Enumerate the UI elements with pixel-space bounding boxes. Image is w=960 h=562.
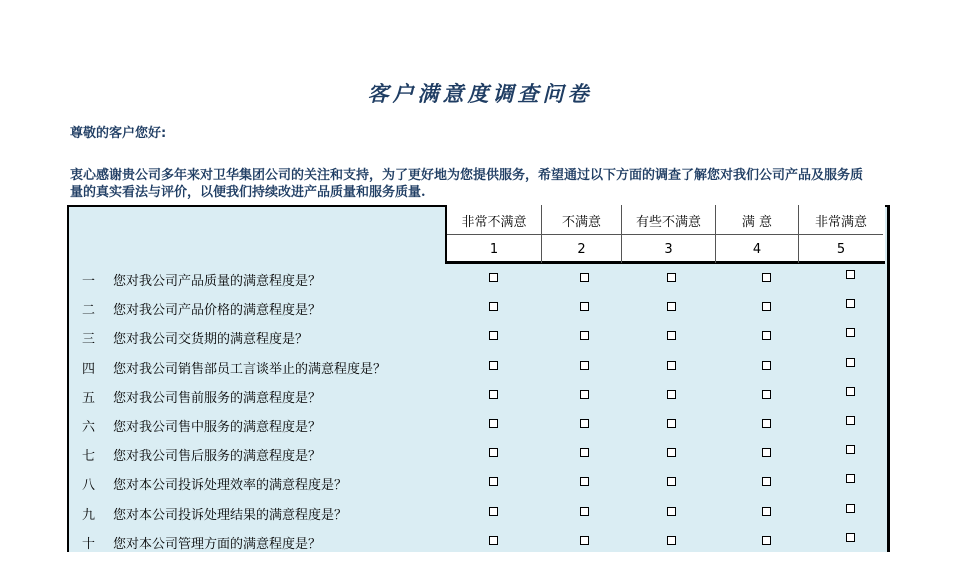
question-text: 您对本公司投诉处理结果的满意程度是？ bbox=[113, 507, 348, 523]
rating-checkbox-2[interactable] bbox=[580, 361, 589, 370]
rating-checkbox-1[interactable] bbox=[489, 507, 498, 516]
question-text: 您对我公司交货期的满意程度是？ bbox=[113, 332, 309, 348]
rating-checkbox-3[interactable] bbox=[667, 361, 676, 370]
rating-checkbox-3[interactable] bbox=[667, 390, 676, 399]
rating-checkbox-1[interactable] bbox=[489, 419, 498, 428]
scale-label-1: 非常不满意 bbox=[461, 215, 527, 230]
scale-value-2: 2 bbox=[577, 242, 586, 257]
question-number: 六 bbox=[82, 420, 96, 435]
rating-checkbox-1[interactable] bbox=[489, 390, 498, 399]
scale-label-2: 不满意 bbox=[561, 215, 601, 230]
question-text: 您对本公司管理方面的满意程度是？ bbox=[113, 536, 322, 552]
rating-checkbox-2[interactable] bbox=[580, 273, 589, 282]
rating-checkbox-2[interactable] bbox=[580, 302, 589, 311]
rating-checkbox-2[interactable] bbox=[580, 536, 589, 545]
question-row bbox=[0, 416, 960, 445]
question-text: 您对我公司售前服务的满意程度是？ bbox=[113, 390, 322, 406]
scale-label-3: 有些不满意 bbox=[635, 215, 701, 230]
scale-label-5: 非常满意 bbox=[814, 215, 867, 230]
rating-checkbox-5[interactable] bbox=[846, 387, 855, 396]
rating-checkbox-5[interactable] bbox=[846, 445, 855, 454]
question-number: 三 bbox=[82, 332, 96, 348]
question-row bbox=[0, 328, 960, 357]
scale-value-3: 3 bbox=[664, 242, 673, 257]
rating-checkbox-4[interactable] bbox=[762, 536, 771, 545]
question-text: 您对我公司售中服务的满意程度是？ bbox=[113, 420, 322, 435]
rating-checkbox-3[interactable] bbox=[667, 507, 676, 516]
rating-checkbox-4[interactable] bbox=[762, 361, 771, 370]
question-number: 四 bbox=[82, 361, 96, 377]
question-row bbox=[0, 270, 960, 299]
rating-checkbox-1[interactable] bbox=[489, 536, 498, 545]
question-text: 您对我公司产品质量的满意程度是？ bbox=[113, 274, 322, 289]
header-divider bbox=[447, 234, 883, 235]
rating-checkbox-5[interactable] bbox=[846, 474, 855, 483]
question-number: 九 bbox=[82, 507, 96, 523]
question-number: 七 bbox=[82, 449, 96, 465]
rating-checkbox-2[interactable] bbox=[580, 507, 589, 516]
rating-checkbox-3[interactable] bbox=[667, 331, 676, 340]
rating-checkbox-3[interactable] bbox=[667, 477, 676, 486]
rating-checkbox-1[interactable] bbox=[489, 302, 498, 311]
question-number: 一 bbox=[82, 274, 96, 289]
rating-checkbox-3[interactable] bbox=[667, 419, 676, 428]
rating-checkbox-5[interactable] bbox=[846, 358, 855, 367]
question-row bbox=[0, 358, 960, 387]
rating-checkbox-2[interactable] bbox=[580, 477, 589, 486]
rating-checkbox-3[interactable] bbox=[667, 448, 676, 457]
question-row bbox=[0, 504, 960, 533]
rating-checkbox-1[interactable] bbox=[489, 361, 498, 370]
rating-checkbox-3[interactable] bbox=[667, 273, 676, 282]
rating-checkbox-4[interactable] bbox=[762, 448, 771, 457]
rating-checkbox-4[interactable] bbox=[762, 390, 771, 399]
question-text: 您对本公司投诉处理效率的满意程度是？ bbox=[113, 478, 348, 494]
scale-label-4: 满 意 bbox=[741, 215, 773, 230]
question-number: 十 bbox=[82, 536, 96, 552]
survey-title: 客户满意度调查问卷 bbox=[367, 81, 593, 106]
rating-checkbox-4[interactable] bbox=[762, 302, 771, 311]
question-text: 您对我公司产品价格的满意程度是？ bbox=[113, 303, 322, 319]
rating-checkbox-4[interactable] bbox=[762, 331, 771, 340]
salutation: 尊敬的客户您好: bbox=[70, 126, 167, 141]
rating-checkbox-5[interactable] bbox=[846, 416, 855, 425]
question-text: 您对我公司售后服务的满意程度是？ bbox=[113, 449, 322, 465]
scale-value-1: 1 bbox=[489, 242, 499, 257]
rating-checkbox-1[interactable] bbox=[489, 477, 498, 486]
rating-checkbox-3[interactable] bbox=[667, 302, 676, 311]
question-row bbox=[0, 387, 960, 416]
scale-value-4: 4 bbox=[752, 242, 762, 257]
question-text: 您对我公司销售部员工言谈举止的满意程度是？ bbox=[113, 361, 387, 377]
rating-checkbox-5[interactable] bbox=[846, 299, 855, 308]
rating-checkbox-1[interactable] bbox=[489, 448, 498, 457]
rating-checkbox-4[interactable] bbox=[762, 507, 771, 516]
question-row bbox=[0, 445, 960, 474]
scale-value-5: 5 bbox=[836, 242, 846, 257]
rating-checkbox-5[interactable] bbox=[846, 328, 855, 337]
rating-checkbox-1[interactable] bbox=[489, 273, 498, 282]
question-row bbox=[0, 533, 960, 562]
rating-checkbox-3[interactable] bbox=[667, 536, 676, 545]
rating-checkbox-2[interactable] bbox=[580, 331, 589, 340]
rating-checkbox-2[interactable] bbox=[580, 419, 589, 428]
question-row bbox=[0, 474, 960, 503]
rating-checkbox-4[interactable] bbox=[762, 477, 771, 486]
rating-checkbox-5[interactable] bbox=[846, 504, 855, 513]
rating-checkbox-2[interactable] bbox=[580, 390, 589, 399]
rating-checkbox-5[interactable] bbox=[846, 533, 855, 542]
rating-checkbox-1[interactable] bbox=[489, 331, 498, 340]
question-number: 二 bbox=[82, 303, 96, 319]
rating-checkbox-5[interactable] bbox=[846, 270, 855, 279]
rating-checkbox-4[interactable] bbox=[762, 273, 771, 282]
rating-checkbox-2[interactable] bbox=[580, 448, 589, 457]
intro-paragraph: 衷心感谢贵公司多年来对卫华集团公司的关注和支持，为了更好地为您提供服务，希望通过以下方面的调查了解您对我们公司产品及服务质量的真实看法与评价，以便我们持续改进产品质量和服务质量. bbox=[70, 168, 864, 200]
question-number: 八 bbox=[82, 478, 96, 494]
rating-checkbox-4[interactable] bbox=[762, 419, 771, 428]
question-row bbox=[0, 299, 960, 328]
question-number: 五 bbox=[82, 390, 96, 406]
